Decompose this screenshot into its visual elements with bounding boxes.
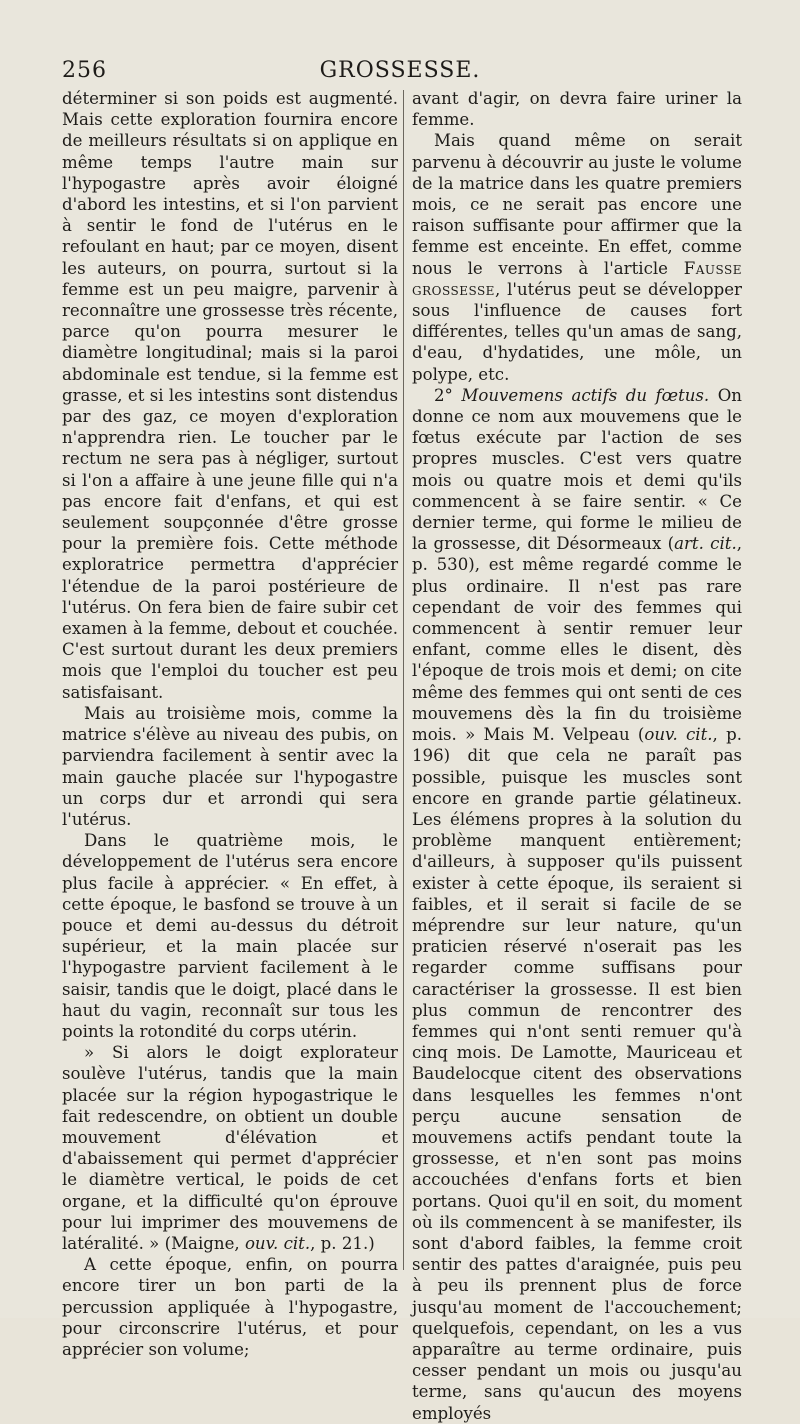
paragraph xyxy=(412,88,742,130)
text-run: Dans le quatrième mois, le développement de l'utérus sera encore plus facile à apprécier. « En effet, à cette époque, le basfond se trouve à un pouce et demi au-dessus du détroit supérieur, et la main placée sur l'hypogastre parvient facilement à le saisir, tandis que le doigt, placé dans le haut du vagin, reconnaît sur tous les points la rotondité du corps utérin. xyxy=(62,831,398,1041)
text-run: 2° xyxy=(434,385,462,405)
italic-text: Mouvemens actifs du fœtus. xyxy=(461,385,710,405)
text-run: , p. 530), est même regardé comme le plus ordinaire. Il n'est pas rare cependant de voir des femmes qui commencent à sentir remuer leur enfant, comme elles le disent, dès l'époque de trois mois et demi; on cite même des femmes qui ont senti de ces mouvemens dès la fin du troisième mois. » Mais M. Velpeau ( xyxy=(412,534,742,745)
text-run: déterminer si son poids est augmenté. Mais cette exploration fournira encore de meilleurs résultats si on applique en même temps l'autre main sur l'hypogastre après avoir éloigné d'abord les intestins, et si l'on parvient à sentir le fond de l'utérus en le refoulant en haut; par ce moyen, disent les auteurs, on pourra, surtout si la femme est un peu maigre, parvenir à reconnaître une grossesse très récente, parce qu'on pourra mesurer le diamètre longitudinal; mais si la paroi abdominale est tendue, si la femme est grasse, et si les intestins sont distendus par des gaz, ce moyen d'exploration n'apprendra rien. Le toucher par le rectum ne sera pas à négliger, surtout si l'on a affaire à une jeune fille qui n'a pas encore fait d'enfans, et qui est seulement soupçonnée d'être grosse pour la première fois. Cette méthode exploratrice permettra d'apprécier l'étendue de la paroi postérieure de l'utérus. On fera bien de faire subir cet examen à la femme, debout et couchée. C'est surtout durant les deux premiers mois que l'emploi du toucher est peu satisfaisant. xyxy=(62,89,398,702)
column-divider xyxy=(403,90,404,1270)
page-number: 256 xyxy=(62,58,107,83)
left-column xyxy=(62,88,398,1360)
text-run: On donne ce nom aux mouvemens que le fœtus exécute par l'action de ses propres muscles. C'est vers quatre mois ou quatre mois et demi qu'ils commencent à se faire sentir. « Ce dernier terme, qui forme le milieu de la grossesse, dit Désormeaux ( xyxy=(412,385,742,554)
paragraph xyxy=(62,1042,398,1254)
text-run: Mais au troisième mois, comme la matrice s'élève au niveau des pubis, on parviendra facilement à sentir avec la main gauche placée sur l'hypogastre un corps dur et arrondi qui sera l'utérus. xyxy=(62,703,398,829)
text-run: Mais quand même on serait parvenu à découvrir au juste le volume de la matrice dans les quatre premiers mois, ce ne serait pas encore une raison suffisante pour affirmer que la femme est enceinte. En effet, comme nous le verrons à l'article xyxy=(412,131,742,278)
small-caps-text: Fausse grossesse xyxy=(412,258,742,299)
text-run: A cette époque, enfin, on pourra encore tirer un bon parti de la percussion appliquée à l'hypogastre, pour circonscrire l'utérus, et pour apprécier son volume; xyxy=(62,1255,398,1359)
text-run: » Si alors le doigt explorateur soulève l'utérus, tandis que la main placée sur la région hypogastrique le fait redescendre, on obtient un double mouvement d'élévation et d'abaissement qui permet d'apprécier le diamètre vertical, le poids de cet organe, et la difficulté qu'on éprouve pour lui imprimer des mouvemens de latéralité. » (Maigne, xyxy=(62,1043,398,1253)
paragraph xyxy=(62,830,398,1042)
text-run: avant d'agir, on devra faire uriner la femme. xyxy=(412,89,742,130)
text-run: , l'utérus peut se développer sous l'influence de causes fort différentes, telles qu'un amas de sang, d'eau, d'hydatides, une môle, un polype, etc. xyxy=(412,279,742,384)
paragraph xyxy=(62,703,398,830)
text-run: , p. 196) dit que cela ne paraît pas possible, puisque les muscles sont encore en grande partie gélatineux. Les élémens propres à la solution du problème manquent entièrement; d'ailleurs, à supposer qu'ils puissent exister à cette époque, ils seraient si faibles, et il serait si facile de se méprendre sur leur nature, qu'un praticien réservé n'oserait pas les regarder comme suffisans pour caractériser la grossesse. Il est bien plus commun de rencontrer des femmes qui n'ont senti remuer qu'à cinq mois. De Lamotte, Mauriceau et Baudelocque citent des observations dans lesquelles les femmes n'ont perçu aucune sensation de mouvemens actifs pendant toute la grossesse, et n'en sont pas moins accouchées d'enfans forts et bien portans. Quoi qu'il en soit, du moment où ils commencent à se manifester, ils sont d'abord faibles, la femme croit sentir des pattes d'araignée, puis peu à peu ils prennent plus de force jusqu'au moment de l'accouchement; quelquefois, cependant, on les a vus apparaître au terme ordinaire, puis cesser pendant un mois ou jusqu'au terme, sans qu'aucun des moyens employés xyxy=(412,725,742,1423)
italic-text: art. cit. xyxy=(674,534,737,554)
text-run: , p. 21.) xyxy=(310,1233,375,1253)
right-column xyxy=(412,88,742,1424)
italic-text: ouv. cit. xyxy=(244,1233,311,1253)
page-header xyxy=(62,58,738,86)
running-title: GROSSESSE. xyxy=(319,58,481,83)
paragraph xyxy=(62,1254,398,1360)
paragraph xyxy=(412,385,742,1424)
paragraph xyxy=(412,130,742,384)
italic-text: ouv. cit. xyxy=(644,725,713,745)
paragraph xyxy=(62,88,398,703)
